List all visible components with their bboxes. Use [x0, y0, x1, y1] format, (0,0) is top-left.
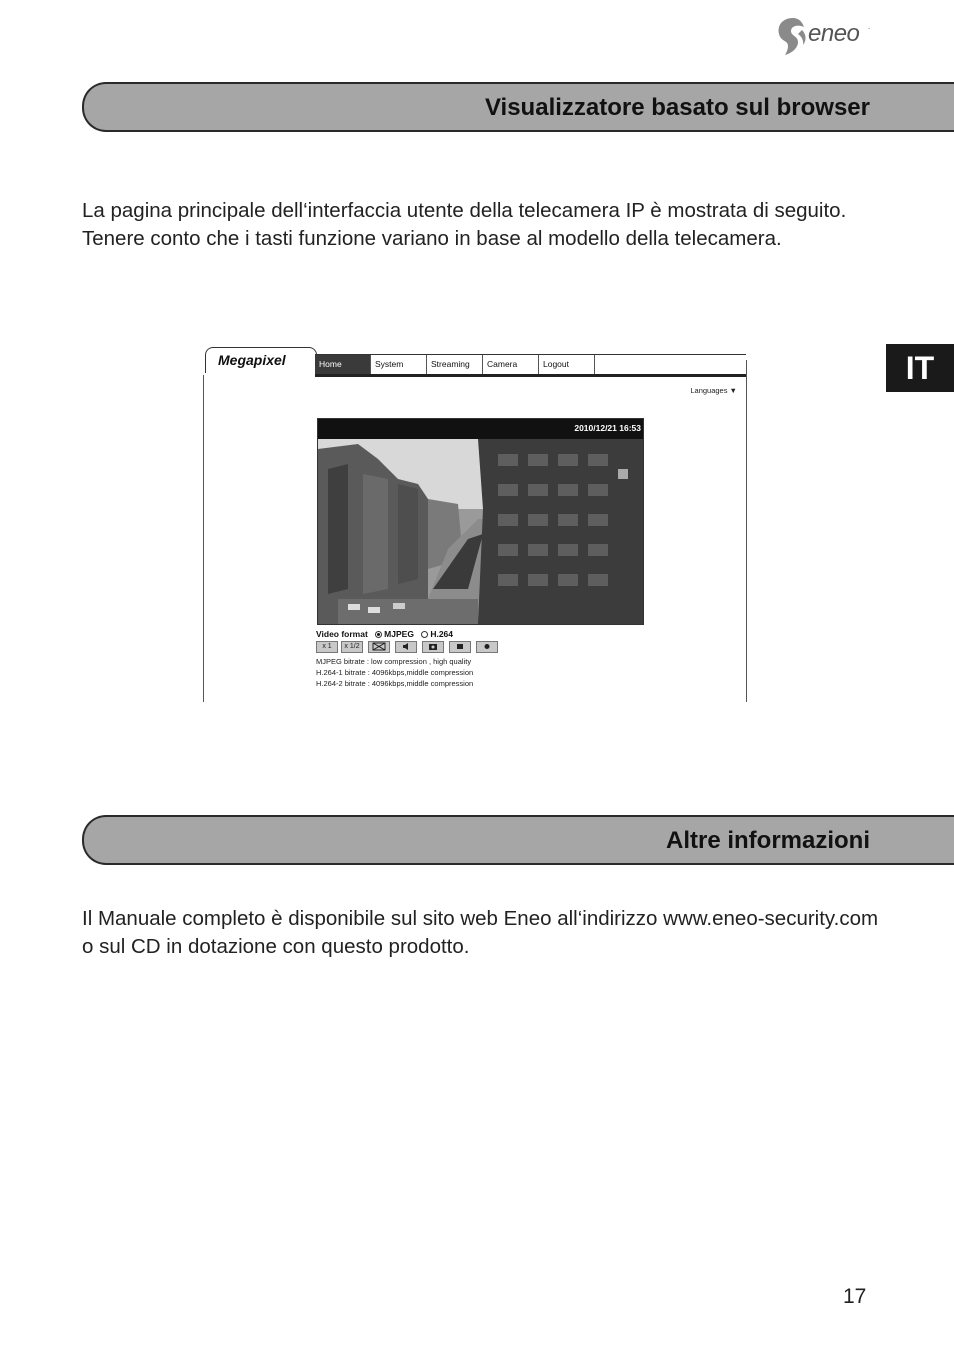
brand-label: Megapixel [218, 352, 286, 368]
nav-home[interactable]: Home [315, 355, 371, 374]
section-header-browser [82, 82, 954, 132]
video-format-label: Video format [316, 629, 368, 639]
language-tab: IT [886, 344, 954, 392]
camera-ui-screenshot [203, 345, 747, 702]
video-stream [317, 418, 644, 625]
fullscreen-icon [372, 642, 386, 651]
section-title: Visualizzatore basato sul browser [484, 94, 870, 121]
logo-text: eneo [808, 20, 860, 47]
bitrate-info-h264-2: H.264-2 bitrate : 4096kbps,middle compression [316, 679, 474, 688]
zoom-1x-button[interactable]: x 1 [316, 641, 338, 653]
nav-streaming[interactable]: Streaming [427, 355, 483, 374]
mjpeg-option[interactable]: MJPEG [384, 629, 414, 639]
record-button[interactable] [476, 641, 498, 653]
page-number: 17 [843, 1285, 867, 1308]
fullscreen-button[interactable] [368, 641, 390, 653]
timestamp: 2010/12/21 16:53 [574, 423, 641, 433]
video-format-row [316, 629, 453, 639]
stop-button[interactable] [449, 641, 471, 653]
screenshot-border [746, 360, 747, 702]
camera-icon [428, 642, 438, 651]
mjpeg-radio[interactable] [375, 631, 382, 638]
bitrate-info-mjpeg: MJPEG bitrate : low compression , high quality [316, 657, 472, 666]
screenshot-border [203, 375, 204, 702]
eneo-logo [776, 16, 876, 56]
h264-radio[interactable] [421, 631, 428, 638]
street-scene-image [318, 439, 643, 624]
record-icon [482, 642, 492, 651]
video-header [318, 419, 643, 439]
snapshot-button[interactable] [422, 641, 444, 653]
manual-paragraph: Il Manuale completo è disponibile sul sito web Eneo all‘indirizzo www.eneo-security.com o sul CD in dotazione con questo prodotto. [82, 907, 879, 958]
intro-paragraph: La pagina principale dell‘interfaccia utente della telecamera IP è mostrata di seguito. Tenere conto che i tasti funzione variano in base al modello della telecamera. [82, 199, 847, 250]
languages-dropdown[interactable]: Languages ▼ [690, 386, 737, 395]
section-header-info [82, 815, 954, 865]
nav-logout[interactable]: Logout [539, 355, 595, 374]
eneo-logo-icon [776, 16, 810, 56]
nav-bar [315, 354, 746, 377]
h264-option[interactable]: H.264 [430, 629, 453, 639]
zoom-half-button[interactable]: x 1/2 [341, 641, 363, 653]
nav-camera[interactable]: Camera [483, 355, 539, 374]
speaker-icon [401, 642, 411, 651]
nav-system[interactable]: System [371, 355, 427, 374]
stop-icon [455, 642, 465, 651]
section-title: Altre informazioni [665, 827, 870, 854]
brand-tab [205, 347, 317, 373]
bitrate-info-h264-1: H.264-1 bitrate : 4096kbps,middle compression [316, 668, 474, 677]
audio-button[interactable] [395, 641, 417, 653]
logo-mark: . [868, 22, 871, 31]
